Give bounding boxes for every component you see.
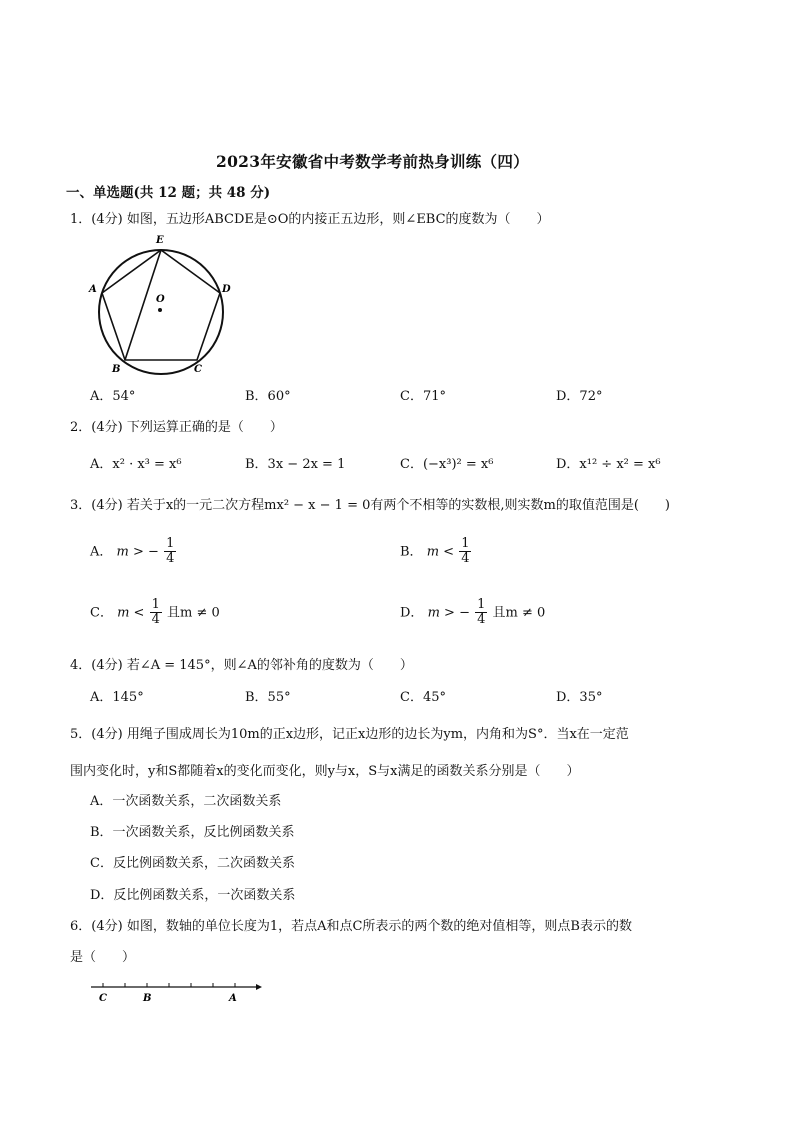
q1-option-b[interactable]: B．60° xyxy=(245,389,291,404)
q3-d-fraction: $\frac{1}{4}$ xyxy=(477,597,486,628)
q5-option-c[interactable]: C．反比例函数关系，二次函数关系 xyxy=(90,856,295,871)
pentagon-figure xyxy=(86,230,236,375)
q3-option-b[interactable] xyxy=(400,537,472,567)
question-1-number: 1．(4分) xyxy=(70,212,123,227)
question-3 xyxy=(70,494,670,513)
question-3-number: 3．(4分) xyxy=(70,498,123,513)
q1-option-a[interactable]: A．54° xyxy=(90,389,136,404)
numline-label-C: C xyxy=(99,993,107,1004)
question-2 xyxy=(70,416,283,435)
numline-label-B: B xyxy=(143,993,152,1004)
question-5-text-line1: 用绳子围成周长为10m的正x边形，记正x边形的边长为ym，内角和为S°．当x在一定范 xyxy=(126,727,629,742)
label-E: E xyxy=(156,235,164,246)
q1-option-c[interactable]: C．71° xyxy=(400,389,446,404)
q3-d-tail: 且m ≠ 0 xyxy=(492,605,546,621)
label-B: B xyxy=(112,364,121,375)
q3-a-fraction: $\frac{1}{4}$ xyxy=(166,536,175,567)
label-O: O xyxy=(156,294,165,305)
question-4-number: 4．(4分) xyxy=(70,658,123,673)
question-2-number: 2．(4分) xyxy=(70,420,123,435)
label-A: A xyxy=(89,284,97,295)
question-4-text: 若∠A = 145°，则∠A的邻补角的度数为（ ） xyxy=(126,658,413,673)
question-6-text-line1: 如图，数轴的单位长度为1，若点A和点C所表示的两个数的绝对值相等，则点B表示的数 xyxy=(126,919,632,934)
q3-d-relation: m > − xyxy=(427,605,470,621)
question-1-text: 如图，五边形ABCDE是⊙O的内接正五边形，则∠EBC的度数为（ ） xyxy=(126,212,550,227)
q3-a-relation: m > − xyxy=(116,544,159,560)
q2-option-b[interactable]: B．3x − 2x = 1 xyxy=(245,457,346,472)
q3-b-label: B． xyxy=(400,544,423,560)
q5-option-a[interactable]: A．一次函数关系，二次函数关系 xyxy=(90,794,282,809)
q3-b-relation: m < xyxy=(426,544,455,560)
question-6 xyxy=(70,915,632,934)
label-C: C xyxy=(194,364,202,375)
q1-option-d[interactable]: D．72° xyxy=(556,389,603,404)
q4-option-c[interactable]: C．45° xyxy=(400,690,446,705)
question-4 xyxy=(70,654,413,673)
question-2-text: 下列运算正确的是（ ） xyxy=(126,420,283,435)
q5-option-b[interactable]: B．一次函数关系，反比例函数关系 xyxy=(90,825,295,840)
numline-label-A: A xyxy=(229,993,237,1004)
q3-d-label: D． xyxy=(400,605,424,621)
question-6-text-line2: 是（ ） xyxy=(70,950,136,965)
q4-option-b[interactable]: B．55° xyxy=(245,690,291,705)
q3-c-fraction: $\frac{1}{4}$ xyxy=(151,597,160,628)
q4-option-a[interactable]: A．145° xyxy=(90,690,144,705)
question-5-number: 5．(4分) xyxy=(70,727,123,742)
q3-option-a[interactable] xyxy=(90,537,177,567)
q2-option-c[interactable]: C．(−x³)² = x⁶ xyxy=(400,457,494,472)
question-6-number: 6．(4分) xyxy=(70,919,123,934)
q3-a-label: A． xyxy=(90,544,113,560)
q2-option-d[interactable]: D．x¹² ÷ x² = x⁶ xyxy=(556,457,661,472)
q2-option-a[interactable]: A．x² · x³ = x⁶ xyxy=(90,457,182,472)
q3-c-tail: 且m ≠ 0 xyxy=(167,605,220,621)
section-heading: 一、单选题(共 12 题；共 48 分) xyxy=(66,185,271,201)
q5-option-d[interactable]: D．反比例函数关系，一次函数关系 xyxy=(90,888,296,903)
question-5-text-line2: 围内变化时，y和S都随着x的变化而变化，则y与x，S与x满足的函数关系分别是（ ） xyxy=(70,764,580,779)
q3-b-fraction: $\frac{1}{4}$ xyxy=(461,536,470,567)
page-title: 2023年安徽省中考数学考前热身训练（四） xyxy=(216,152,529,171)
q4-option-d[interactable]: D．35° xyxy=(556,690,603,705)
question-5 xyxy=(70,723,629,742)
q3-option-c[interactable] xyxy=(90,598,220,628)
number-line-figure xyxy=(86,976,266,1006)
label-D: D xyxy=(222,284,231,295)
question-3-text: 若关于x的一元二次方程mx² − x − 1 = 0有两个不相等的实数根,则实数m的取值范围是( ) xyxy=(126,498,670,513)
q3-option-d[interactable] xyxy=(400,598,545,628)
question-1 xyxy=(70,208,550,227)
q3-c-relation: m < xyxy=(117,605,145,621)
q3-c-label: C． xyxy=(90,605,113,621)
